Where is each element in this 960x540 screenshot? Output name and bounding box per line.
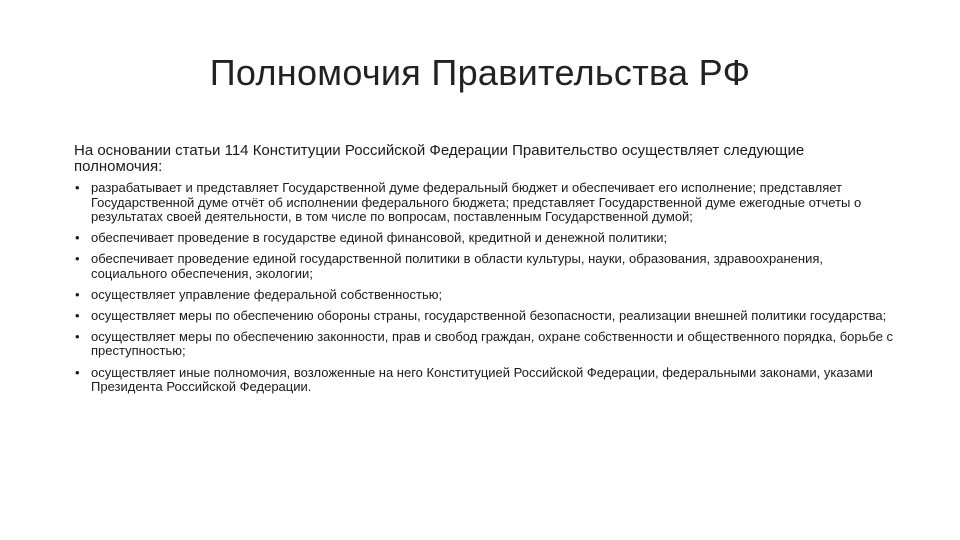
list-item-text: осуществляет меры по обеспечению обороны страны, государственной безопасности, реализации внешней политики государства; [91,307,887,323]
intro-paragraph: На основании статьи 114 Конституции Российской Федерации Правительство осуществляет следующие полномочия: [74,142,805,175]
bullet-icon: • [75,251,80,267]
list-item [74,288,894,303]
list-item [74,366,894,395]
list-item-text: обеспечивает проведение в государстве единой финансовой, кредитной и денежной политики; [91,230,668,246]
list-item [74,252,894,281]
bullet-icon: • [75,307,80,323]
list-item [74,231,894,246]
list-item-text: разрабатывает и представляет Государственной думе федеральный бюджет и обеспечивает его исполнение; представляет Государственной думе отчёт об исполнении федерального бюджета; представляет Государственной думе ежегодные отчеты о результатах своей деятельности, в том числе по вопросам, поставленным Государственной думой; [91,180,862,224]
bullet-icon: • [75,180,80,195]
slide-body [74,143,894,401]
list-item [74,309,894,324]
bullet-icon: • [75,286,80,302]
list-item-text: осуществляет управление федеральной собственностью; [91,286,443,302]
list-item-text: осуществляет меры по обеспечению законности, прав и свобод граждан, охране собственности и общественного порядка, борьбе с преступностью; [91,328,894,359]
powers-list [74,181,894,395]
bullet-icon: • [75,364,80,380]
list-item-text: обеспечивает проведение единой государственной политики в области культуры, науки, образования, здравоохранения, социального обеспечения, экологии; [91,251,823,281]
list-item [74,181,894,225]
bullet-icon: • [75,328,80,344]
list-item [74,330,894,359]
list-item-text: осуществляет иные полномочия, возложенные на него Конституцией Российской Федерации, федеральными законами, указами Президента Российской Федерации. [91,364,873,395]
bullet-icon: • [75,230,80,246]
slide-title: Полномочия Правительства РФ [209,52,751,93]
